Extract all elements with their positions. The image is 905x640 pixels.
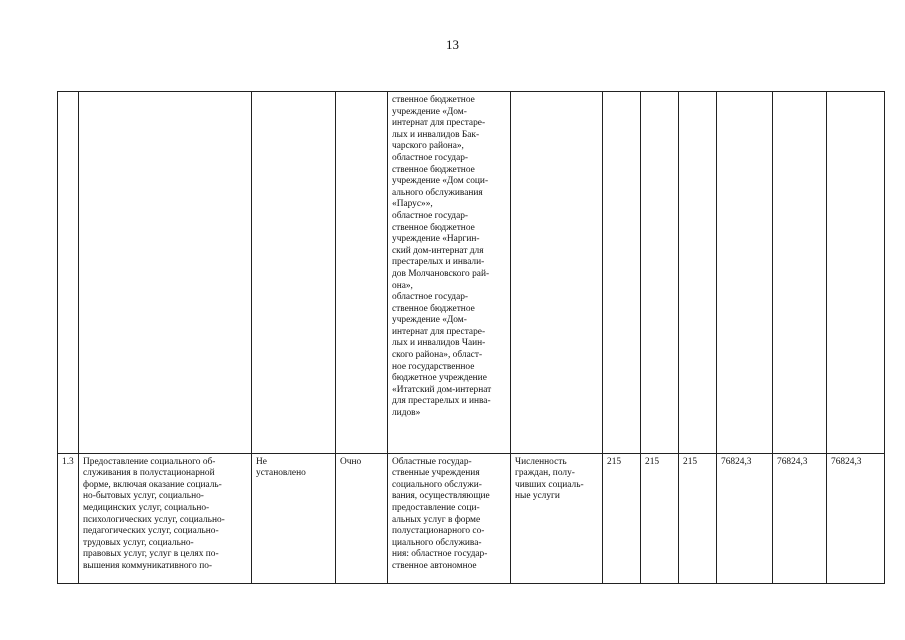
volume-cell-1 <box>603 453 641 583</box>
row-number-cell <box>58 92 79 454</box>
finance-cell-2 <box>773 92 827 454</box>
indicator-cell <box>511 92 603 454</box>
finance-cell-1 <box>717 453 773 583</box>
row-number-cell <box>58 453 79 583</box>
table-row <box>58 92 885 454</box>
volume-cell-3 <box>679 453 717 583</box>
service-name-cell <box>79 453 252 583</box>
basis-cell <box>252 453 336 583</box>
finance-cell-2 <box>773 453 827 583</box>
volume-cell-2 <box>641 92 679 454</box>
basis-cell <box>252 92 336 454</box>
service-name-cell <box>79 92 252 454</box>
volume-value: 215 <box>645 456 660 467</box>
finance-value: 76824,3 <box>831 456 862 467</box>
indicator-text: Численность граждан, полу- чивших социаль- ные услуги <box>515 456 584 502</box>
providers-text: Областные государ- ственные учреждения социального обслужи- вания, осуществляющие предоставление соци- альных услуг в форме полустационарного со- циального обслужива- ния: областное государ- ственное автономное <box>392 456 490 572</box>
table-row <box>58 453 885 583</box>
services-table <box>57 91 885 584</box>
basis-text: Не установлено <box>256 456 306 479</box>
finance-value: 76824,3 <box>777 456 808 467</box>
finance-cell-3 <box>827 92 885 454</box>
service-name: Предоставление социального об- служивания в полустационарной форме, включая оказание социаль- но-бытовых услуг, социально- медицинских услуг, социально- психологических услуг, социально- педагогических услуг, социально- трудовых услуг, социально- правовых услуг, услуг в целях по- вышения коммуникативного по- <box>83 456 225 572</box>
volume-cell-2 <box>641 453 679 583</box>
finance-cell-3 <box>827 453 885 583</box>
volume-value: 215 <box>607 456 622 467</box>
volume-cell-3 <box>679 92 717 454</box>
volume-cell-1 <box>603 92 641 454</box>
finance-value: 76824,3 <box>721 456 752 467</box>
providers-cell <box>388 92 511 454</box>
indicator-cell <box>511 453 603 583</box>
form-cell <box>336 453 388 583</box>
form-text: Очно <box>340 456 362 467</box>
form-cell <box>336 92 388 454</box>
finance-cell-1 <box>717 92 773 454</box>
providers-cell <box>388 453 511 583</box>
providers-text: ственное бюджетное учреждение «Дом- интернат для престаре- лых и инвалидов Бак- чарского района», областное государ- ственное бюджетное учреждение «Дом соци- ального обслуживания «Парус»», областное государ- ственное бюджетное учреждение «Наргин- ский дом-интернат для престарелых и инвали- дов Молчановского рай- она», областное государ- ственное бюджетное учреждение «Дом- интернат для престаре- лых и инвалидов Чаин- ского района», област- ное государственное бюджетное учреждение «Итатский дом-интернат для престарелых и инва- лидов» <box>392 95 492 419</box>
row-number: 1.3 <box>62 456 74 467</box>
page-number: 13 <box>446 37 459 52</box>
volume-value: 215 <box>683 456 698 467</box>
